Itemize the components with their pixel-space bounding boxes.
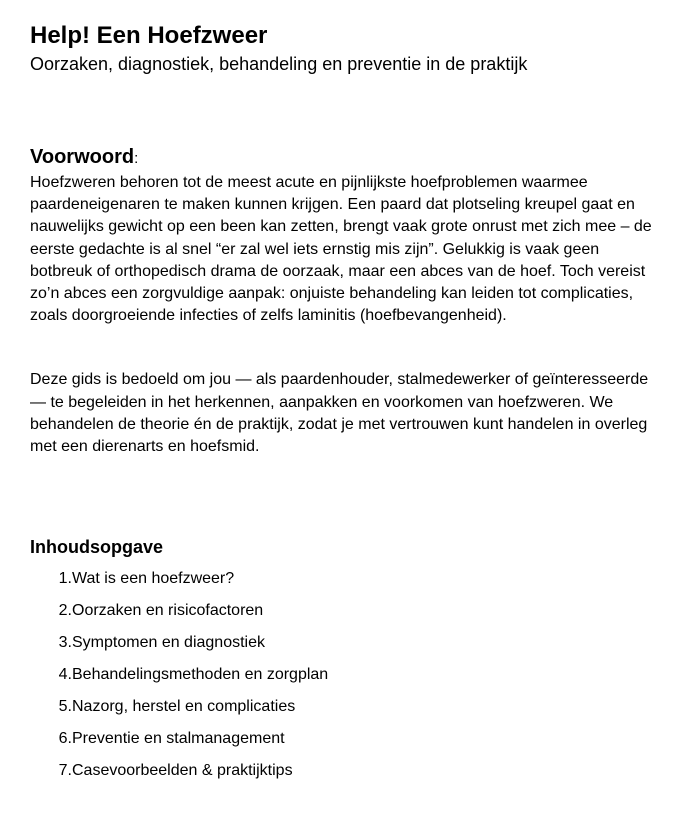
toc-item-5[interactable] bbox=[30, 696, 660, 728]
toc-item-1[interactable] bbox=[30, 568, 660, 600]
toc-item-2[interactable] bbox=[30, 600, 660, 632]
toc-item-number: 6. bbox=[58, 730, 72, 748]
toc-item-4[interactable] bbox=[30, 664, 660, 696]
toc-item-label: Symptomen en diagnostiek bbox=[72, 634, 265, 652]
toc-item-6[interactable] bbox=[30, 728, 660, 760]
toc-item-number: 3. bbox=[58, 634, 72, 652]
foreword-paragraph-2: Deze gids is bedoeld om jou — als paardenhouder, stalmedewerker of geïnteresseerde — te begeleiden in het herkennen, aanpakken en voorkomen van hoefzweren. We behandelen de theorie én de praktijk, zodat je met vertrouwen kunt handelen in overleg met een dierenarts en hoefsmid. bbox=[30, 371, 649, 456]
toc-item-label: Wat is een hoefzweer? bbox=[72, 570, 235, 588]
foreword-paragraph-1: Hoefzweren behoren tot de meest acute en pijnlijkste hoefproblemen waarmee paardeneigenaren te maken kunnen krijgen. Een paard dat plotseling kreupel gaat en nauwelijks gewicht op een been kan zetten, brengt vaak grote onrust met zich mee – de eerste gedachte is al snel “er zal wel iets ernstig mis zijn”. Gelukkig is vaak geen botbreuk of orthopedisch drama de oorzaak, maar een abces van de hoef. Toch vereist zo’n abces een zorgvuldige aanpak: onjuiste behandeling kan leiden tot complicaties, zoals doorgroeiende infecties of zelfs laminitis (hoefbevangenheid). bbox=[30, 174, 652, 325]
toc-heading: Inhoudsopgave bbox=[30, 537, 164, 558]
toc-item-label: Preventie en stalmanagement bbox=[72, 730, 285, 748]
foreword-heading-text: Voorwoord bbox=[30, 146, 135, 168]
toc-item-number: 2. bbox=[58, 602, 72, 620]
toc-item-label: Behandelingsmethoden en zorgplan bbox=[72, 666, 329, 684]
toc-item-label: Oorzaken en risicofactoren bbox=[72, 602, 264, 620]
foreword-heading-colon: : bbox=[134, 150, 139, 167]
document-subtitle: Oorzaken, diagnostiek, behandeling en preventie in de praktijk bbox=[30, 54, 528, 74]
toc-item-number: 4. bbox=[58, 666, 72, 684]
document-page bbox=[30, 20, 660, 792]
document-title: Help! Een Hoefzweer bbox=[30, 22, 268, 49]
toc-item-7[interactable] bbox=[30, 760, 660, 792]
toc-list bbox=[30, 568, 660, 792]
toc-item-3[interactable] bbox=[30, 632, 660, 664]
toc-item-number: 7. bbox=[58, 762, 72, 780]
foreword-heading bbox=[30, 144, 660, 172]
toc-item-label: Nazorg, herstel en complicaties bbox=[72, 698, 296, 716]
toc-item-number: 1. bbox=[58, 570, 72, 588]
toc-item-number: 5. bbox=[58, 698, 72, 716]
toc-item-label: Casevoorbeelden & praktijktips bbox=[72, 762, 293, 780]
